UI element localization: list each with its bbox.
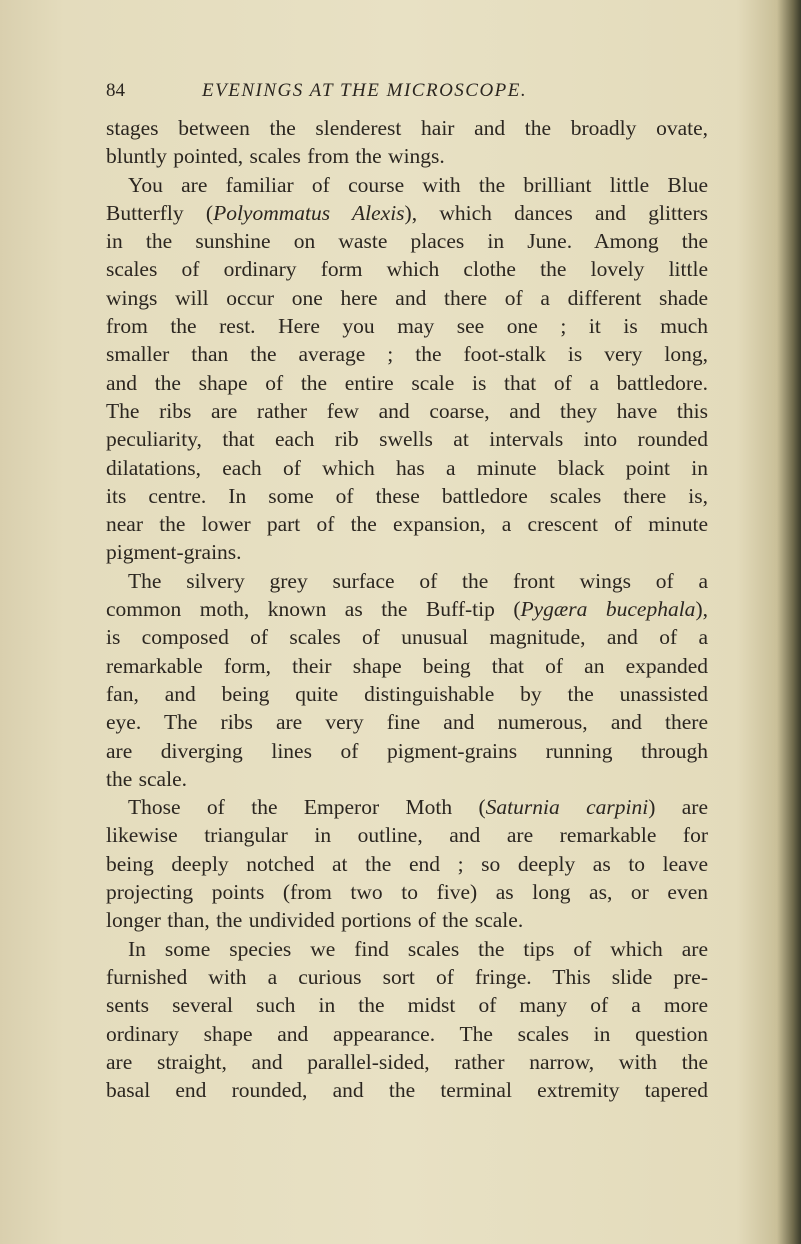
text-segment: The silvery grey surface of the front wings of a xyxy=(128,568,708,593)
text-segment: are straight, and parallel-sided, rather narrow, with the xyxy=(106,1049,708,1074)
running-header xyxy=(106,80,708,110)
text-line xyxy=(106,227,708,255)
text-segment: is composed of scales of unusual magnitude, and of a xyxy=(106,625,708,650)
text-line xyxy=(106,963,708,991)
text-segment: wings will occur one here and there of a different shade xyxy=(106,285,708,310)
text-segment: are diverging lines of pigment-grains running through xyxy=(106,738,708,763)
text-segment: fan, and being quite distinguishable by the unassisted xyxy=(106,681,708,706)
text-line xyxy=(106,142,708,170)
text-segment: and the shape of the entire scale is that of a battledore. xyxy=(106,370,708,395)
text-line xyxy=(106,1076,708,1104)
text-line xyxy=(106,652,708,680)
text-line xyxy=(106,1048,708,1076)
text-segment: remarkable form, their shape being that of an expanded xyxy=(106,653,708,678)
text-line xyxy=(106,482,708,510)
text-line xyxy=(106,765,708,793)
page-number: 84 xyxy=(106,80,125,101)
text-line xyxy=(106,878,708,906)
text-segment: eye. The ribs are very fine and numerous, and there xyxy=(106,710,708,735)
text-line xyxy=(106,821,708,849)
text-segment: stages between the slenderest hair and the broadly ovate, xyxy=(106,116,708,140)
page-body xyxy=(106,114,708,1104)
text-segment: being deeply notched at the end ; so deeply as to leave xyxy=(106,851,708,876)
text-line xyxy=(106,793,708,821)
text-line xyxy=(106,935,708,963)
italic-species-name: Polyommatus Alexis xyxy=(213,200,405,225)
text-line xyxy=(106,255,708,283)
italic-species-name: Saturnia carpini xyxy=(485,795,649,820)
italic-species-name: Pygæra bucephala xyxy=(520,597,696,622)
text-segment: Those of the Emperor Moth ( xyxy=(128,795,486,820)
paragraph xyxy=(106,114,708,171)
text-segment: ) are xyxy=(648,795,708,820)
text-segment: peculiarity, that each rib swells at intervals into rounded xyxy=(106,427,708,452)
paragraph xyxy=(106,171,708,567)
text-segment: pigment-grains. xyxy=(106,540,242,565)
text-segment: longer than, the undivided portions of the scale. xyxy=(106,908,524,933)
text-segment: its centre. In some of these battledore scales there is, xyxy=(106,483,708,508)
text-segment: ), which dances and glitters xyxy=(404,200,708,225)
text-segment: basal end rounded, and the terminal extremity tapered xyxy=(106,1078,708,1103)
text-line xyxy=(106,340,708,368)
text-segment: near the lower part of the expansion, a crescent of minute xyxy=(106,512,708,537)
text-segment: sents several such in the midst of many of a more xyxy=(106,993,708,1018)
text-segment: ), xyxy=(695,597,708,622)
text-segment: projecting points (from two to five) as long as, or even xyxy=(106,880,708,905)
text-segment: In some species we find scales the tips of which are xyxy=(128,936,708,961)
text-segment: common moth, known as the Buff-tip ( xyxy=(106,597,521,622)
text-segment: furnished with a curious sort of fringe. This slide pre- xyxy=(106,964,708,989)
text-segment: The ribs are rather few and coarse, and they have this xyxy=(106,398,708,423)
text-segment: scales of ordinary form which clothe the lovely little xyxy=(106,257,708,282)
text-line xyxy=(106,623,708,651)
text-line xyxy=(106,680,708,708)
text-line xyxy=(106,567,708,595)
text-line xyxy=(106,369,708,397)
text-segment: ordinary shape and appearance. The scales in question xyxy=(106,1021,708,1046)
text-line xyxy=(106,1020,708,1048)
text-segment: likewise triangular in outline, and are remarkable for xyxy=(106,823,708,848)
text-line xyxy=(106,850,708,878)
text-segment: dilatations, each of which has a minute black point in xyxy=(106,455,708,480)
running-title: EVENINGS AT THE MICROSCOPE. xyxy=(202,80,528,101)
text-segment: Butterfly ( xyxy=(106,200,214,225)
text-line xyxy=(106,737,708,765)
paragraph xyxy=(106,567,708,793)
text-line xyxy=(106,425,708,453)
text-line xyxy=(106,397,708,425)
text-segment: smaller than the average ; the foot-stalk is very long, xyxy=(106,342,708,367)
text-segment: bluntly pointed, scales from the wings. xyxy=(106,144,445,169)
paragraph xyxy=(106,935,708,1105)
text-segment: the scale. xyxy=(106,766,187,791)
text-line xyxy=(106,454,708,482)
text-segment: You are familiar of course with the brilliant little Blue xyxy=(128,172,708,197)
text-line xyxy=(106,284,708,312)
text-line xyxy=(106,114,708,142)
text-line xyxy=(106,171,708,199)
text-line xyxy=(106,906,708,934)
text-line xyxy=(106,510,708,538)
paragraph xyxy=(106,793,708,934)
text-line xyxy=(106,708,708,736)
text-line xyxy=(106,312,708,340)
text-segment: from the rest. Here you may see one ; it is much xyxy=(106,314,708,339)
text-line xyxy=(106,595,708,623)
text-line xyxy=(106,199,708,227)
text-line xyxy=(106,538,708,566)
text-segment: in the sunshine on waste places in June. Among the xyxy=(106,229,708,254)
text-line xyxy=(106,991,708,1019)
